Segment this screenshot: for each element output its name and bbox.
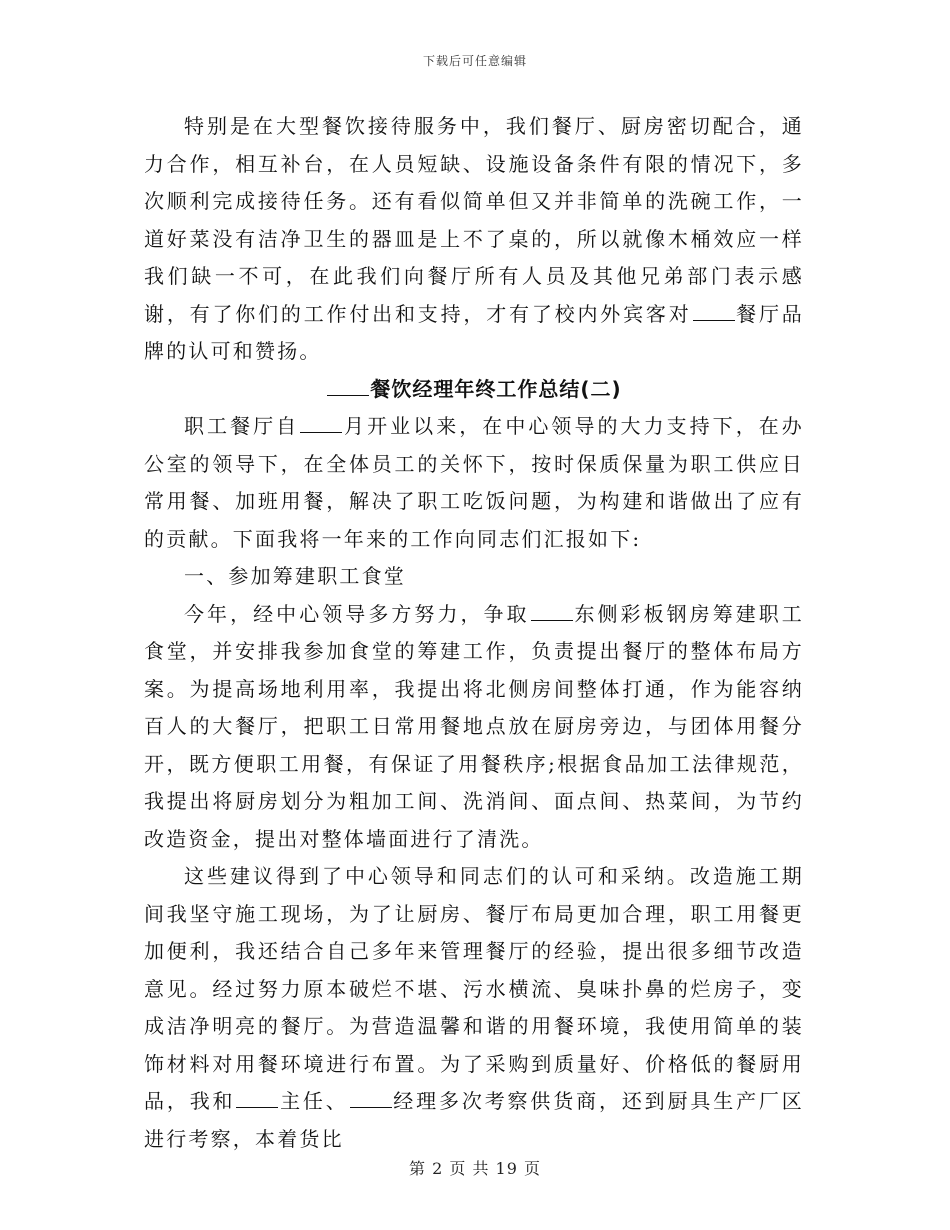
- paragraph-1-end: 餐厅品牌的认可和赞扬。: [144, 301, 804, 363]
- paragraph-3-text: 东侧彩板钢房筹建职工食堂，并安排我参加食堂的筹建工作，负责提出餐厅的整体布局方案。为提高场地利用率，我提出将北侧房间整体打通，作为能容纳百人的大餐厅，把职工日常用餐地点放在厨房旁边，与团体用餐分开，既方便职工用餐，有保证了用餐秩序;根据食品加工法律规范，我提出将厨房划分为粗加工间、洗消间、面点间、热菜间，为节约改造资金，提出对整体墙面进行了清洗。: [144, 601, 805, 851]
- page-number: 第 2 页 共 19 页: [409, 1159, 541, 1178]
- paragraph-2: [144, 408, 804, 558]
- paragraph-4: [144, 858, 804, 1158]
- paragraph-4-start: 这些建议得到了中心领导和同志们的认可和采纳。改造施工期间我坚守施工现场，为了让厨房、餐厅布局更加合理，职工用餐更加便利，我还结合自己多年来管理餐厅的经验，提出很多细节改造意见。经过努力原本破烂不堪、污水横流、臭味扑鼻的烂房子，变成洁净明亮的餐厅。为营造温馨和谐的用餐环境，我使用简单的装饰材料对用餐环境进行布置。为了采购到质量好、价格低的餐厨用品，我和: [144, 864, 804, 1113]
- paragraph-3: [144, 596, 804, 859]
- blank-underline: [236, 1089, 278, 1108]
- paragraph-1-text: 特别是在大型餐饮接待服务中，我们餐厅、厨房密切配合，通力合作，相互补台，在人员短缺、设施设备条件有限的情况下，多次顺利完成接待任务。还有看似简单但又并非简单的洗碗工作，一道好菜没有洁净卫生的器皿是上不了桌的，所以就像木桶效应一样我们缺一不可，在此我们向餐厅所有人员及其他兄弟部门表示感谢，有了你们的工作付出和支持，才有了校内外宾客对: [144, 114, 804, 326]
- blank-underline: [300, 414, 342, 433]
- paragraph-4-end: 经理多次考察供货商，还到厨具生产厂区进行考察，本着货比: [144, 1089, 804, 1151]
- blank-underline: [531, 602, 573, 621]
- header-note: 下载后可任意编辑: [422, 54, 527, 68]
- paragraph-2-start: 职工餐厅自: [184, 414, 300, 438]
- paragraph-1: [144, 108, 804, 371]
- blank-underline: [350, 1089, 392, 1108]
- blank-underline: [693, 302, 735, 321]
- section-title-text: 餐饮经理年终工作总结(二): [370, 376, 622, 401]
- paragraph-2-text: 月开业以来，在中心领导的大力支持下，在办公室的领导下，在全体员工的关怀下，按时保质保量为职工供应日常用餐、加班用餐，解决了职工吃饭问题，为构建和谐做出了应有的贡献。下面我将一年来的工作向同志们汇报如下:: [144, 414, 805, 551]
- blank-underline: [327, 377, 369, 396]
- section-title: [144, 371, 804, 409]
- document-body: [144, 108, 804, 1158]
- paragraph-4-mid: 主任、: [279, 1089, 349, 1113]
- paragraph-3-start: 今年，经中心领导多方努力，争取: [184, 601, 530, 626]
- heading-1: 一、参加筹建职工食堂: [184, 564, 406, 588]
